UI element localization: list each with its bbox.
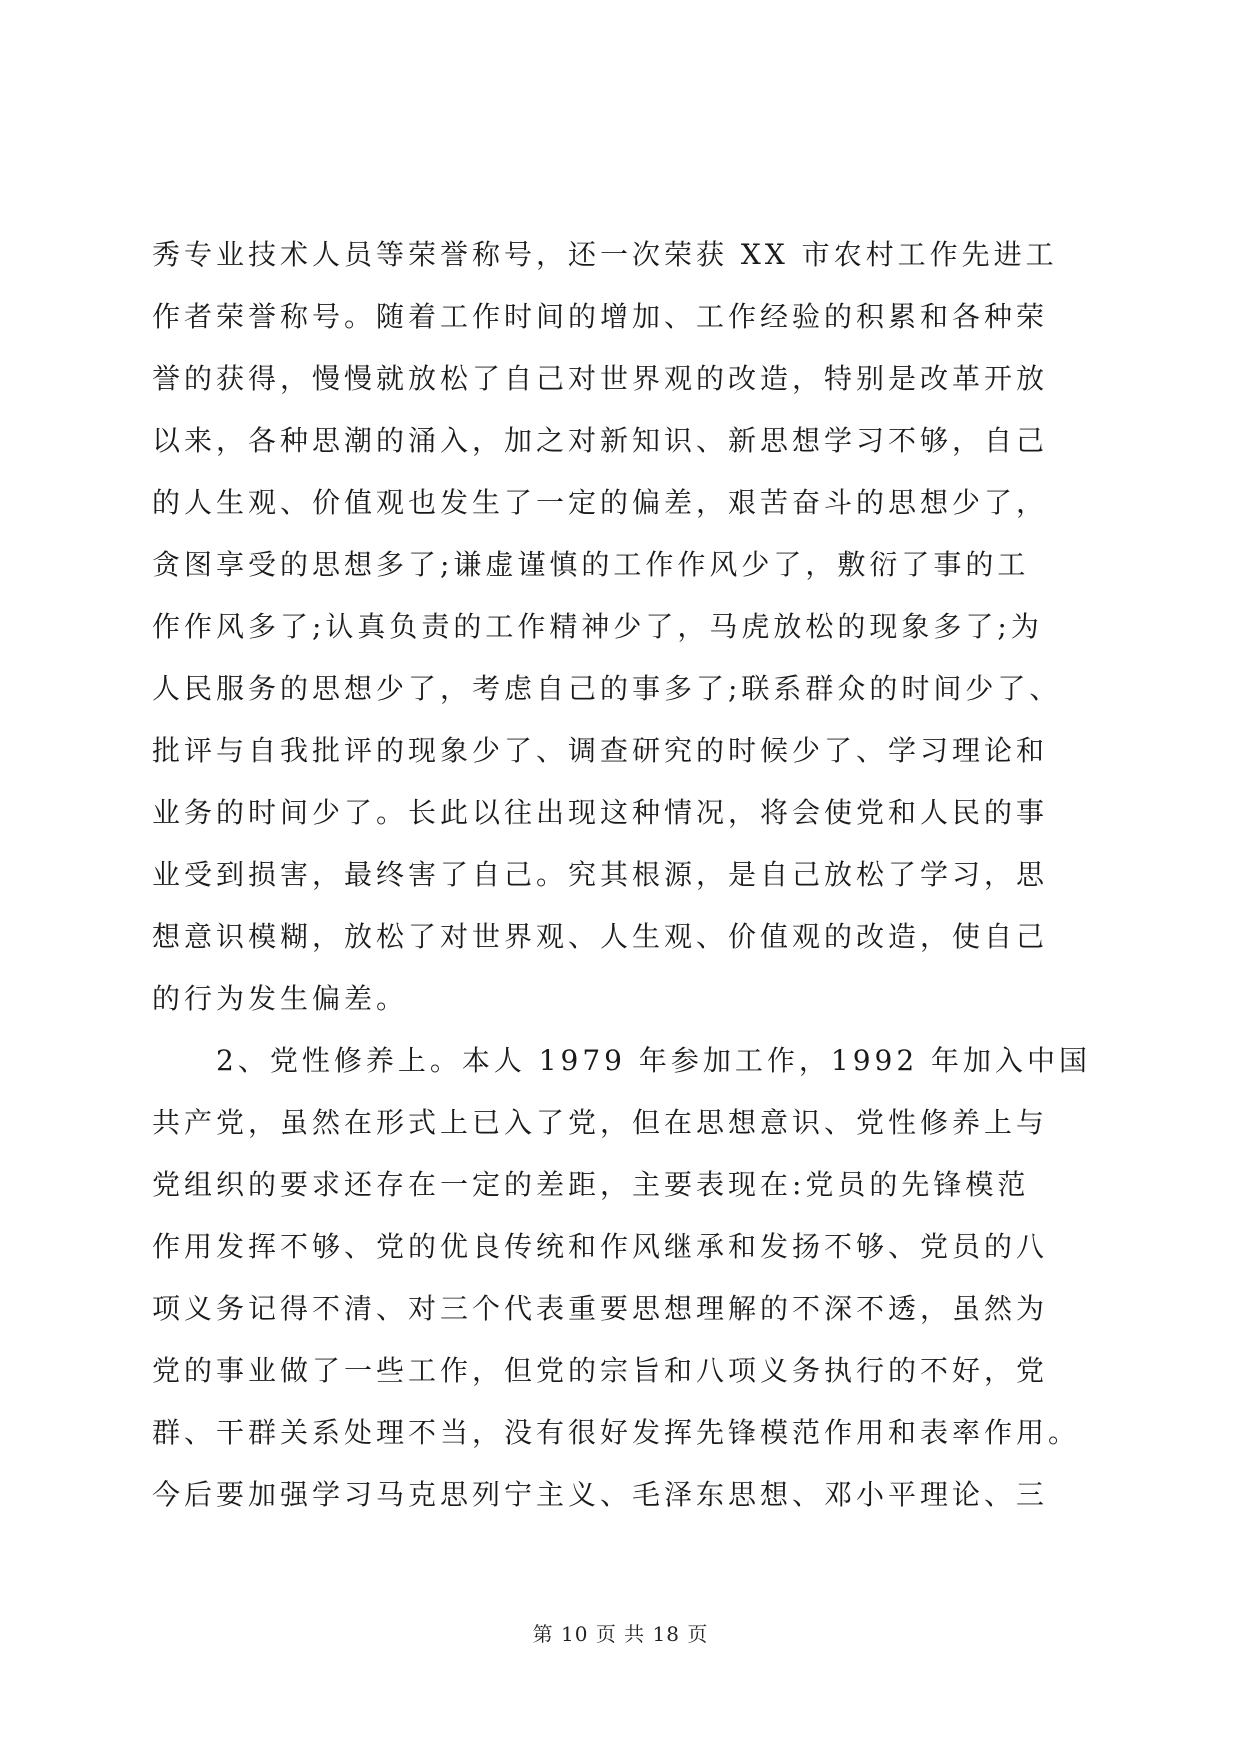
text-line: 群、干群关系处理不当，没有很好发挥先锋模范作用和表率作用。 xyxy=(152,1416,1081,1449)
text-line: 业务的时间少了。长此以往出现这种情况，将会使党和人民的事 xyxy=(152,796,1049,829)
text-line: 作用发挥不够、党的优良传统和作风继承和发扬不够、党员的八 xyxy=(152,1230,1049,1263)
text-line: 今后要加强学习马克思列宁主义、毛泽东思想、邓小平理论、三 xyxy=(152,1478,1049,1511)
text-line: 秀专业技术人员等荣誉称号，还一次荣获 XX 市农村工作先进工 xyxy=(152,238,1058,271)
text-line: 党的事业做了一些工作，但党的宗旨和八项义务执行的不好，党 xyxy=(152,1354,1049,1387)
page-number-label: 第 10 页 共 18 页 xyxy=(532,1622,709,1646)
text-line: 的人生观、价值观也发生了一定的偏差，艰苦奋斗的思想少了， xyxy=(152,486,1049,519)
text-line: 党组织的要求还存在一定的差距，主要表现在:党员的先锋模范 xyxy=(152,1168,1030,1201)
text-line: 批评与自我批评的现象少了、调查研究的时候少了、学习理论和 xyxy=(152,734,1049,767)
text-line: 以来，各种思潮的涌入，加之对新知识、新思想学习不够，自己 xyxy=(152,424,1049,457)
body-text xyxy=(152,224,1092,1526)
text-line: 2、党性修养上。本人 1979 年参加工作，1992 年加入中国 xyxy=(152,1044,1092,1077)
text-line: 共产党，虽然在形式上已入了党，但在思想意识、党性修养上与 xyxy=(152,1106,1049,1139)
text-line: 的行为发生偏差。 xyxy=(152,982,409,1015)
text-line: 贪图享受的思想多了;谦虚谨慎的工作作风少了，敷衍了事的工 xyxy=(152,548,1030,581)
page-footer xyxy=(0,1622,1241,1646)
paragraph-1 xyxy=(152,224,1092,1030)
text-line: 项义务记得不清、对三个代表重要思想理解的不深不透，虽然为 xyxy=(152,1292,1049,1325)
text-line: 誉的获得，慢慢就放松了自己对世界观的改造，特别是改革开放 xyxy=(152,362,1049,395)
text-line: 人民服务的思想少了，考虑自己的事多了;联系群众的时间少了、 xyxy=(152,672,1062,705)
paragraph-2 xyxy=(152,1030,1092,1526)
text-line: 想意识模糊，放松了对世界观、人生观、价值观的改造，使自己 xyxy=(152,920,1049,953)
text-line: 作作风多了;认真负责的工作精神少了，马虎放松的现象多了;为 xyxy=(152,610,1043,643)
text-line: 作者荣誉称号。随着工作时间的增加、工作经验的积累和各种荣 xyxy=(152,300,1049,333)
text-line: 业受到损害，最终害了自己。究其根源，是自己放松了学习，思 xyxy=(152,858,1049,891)
